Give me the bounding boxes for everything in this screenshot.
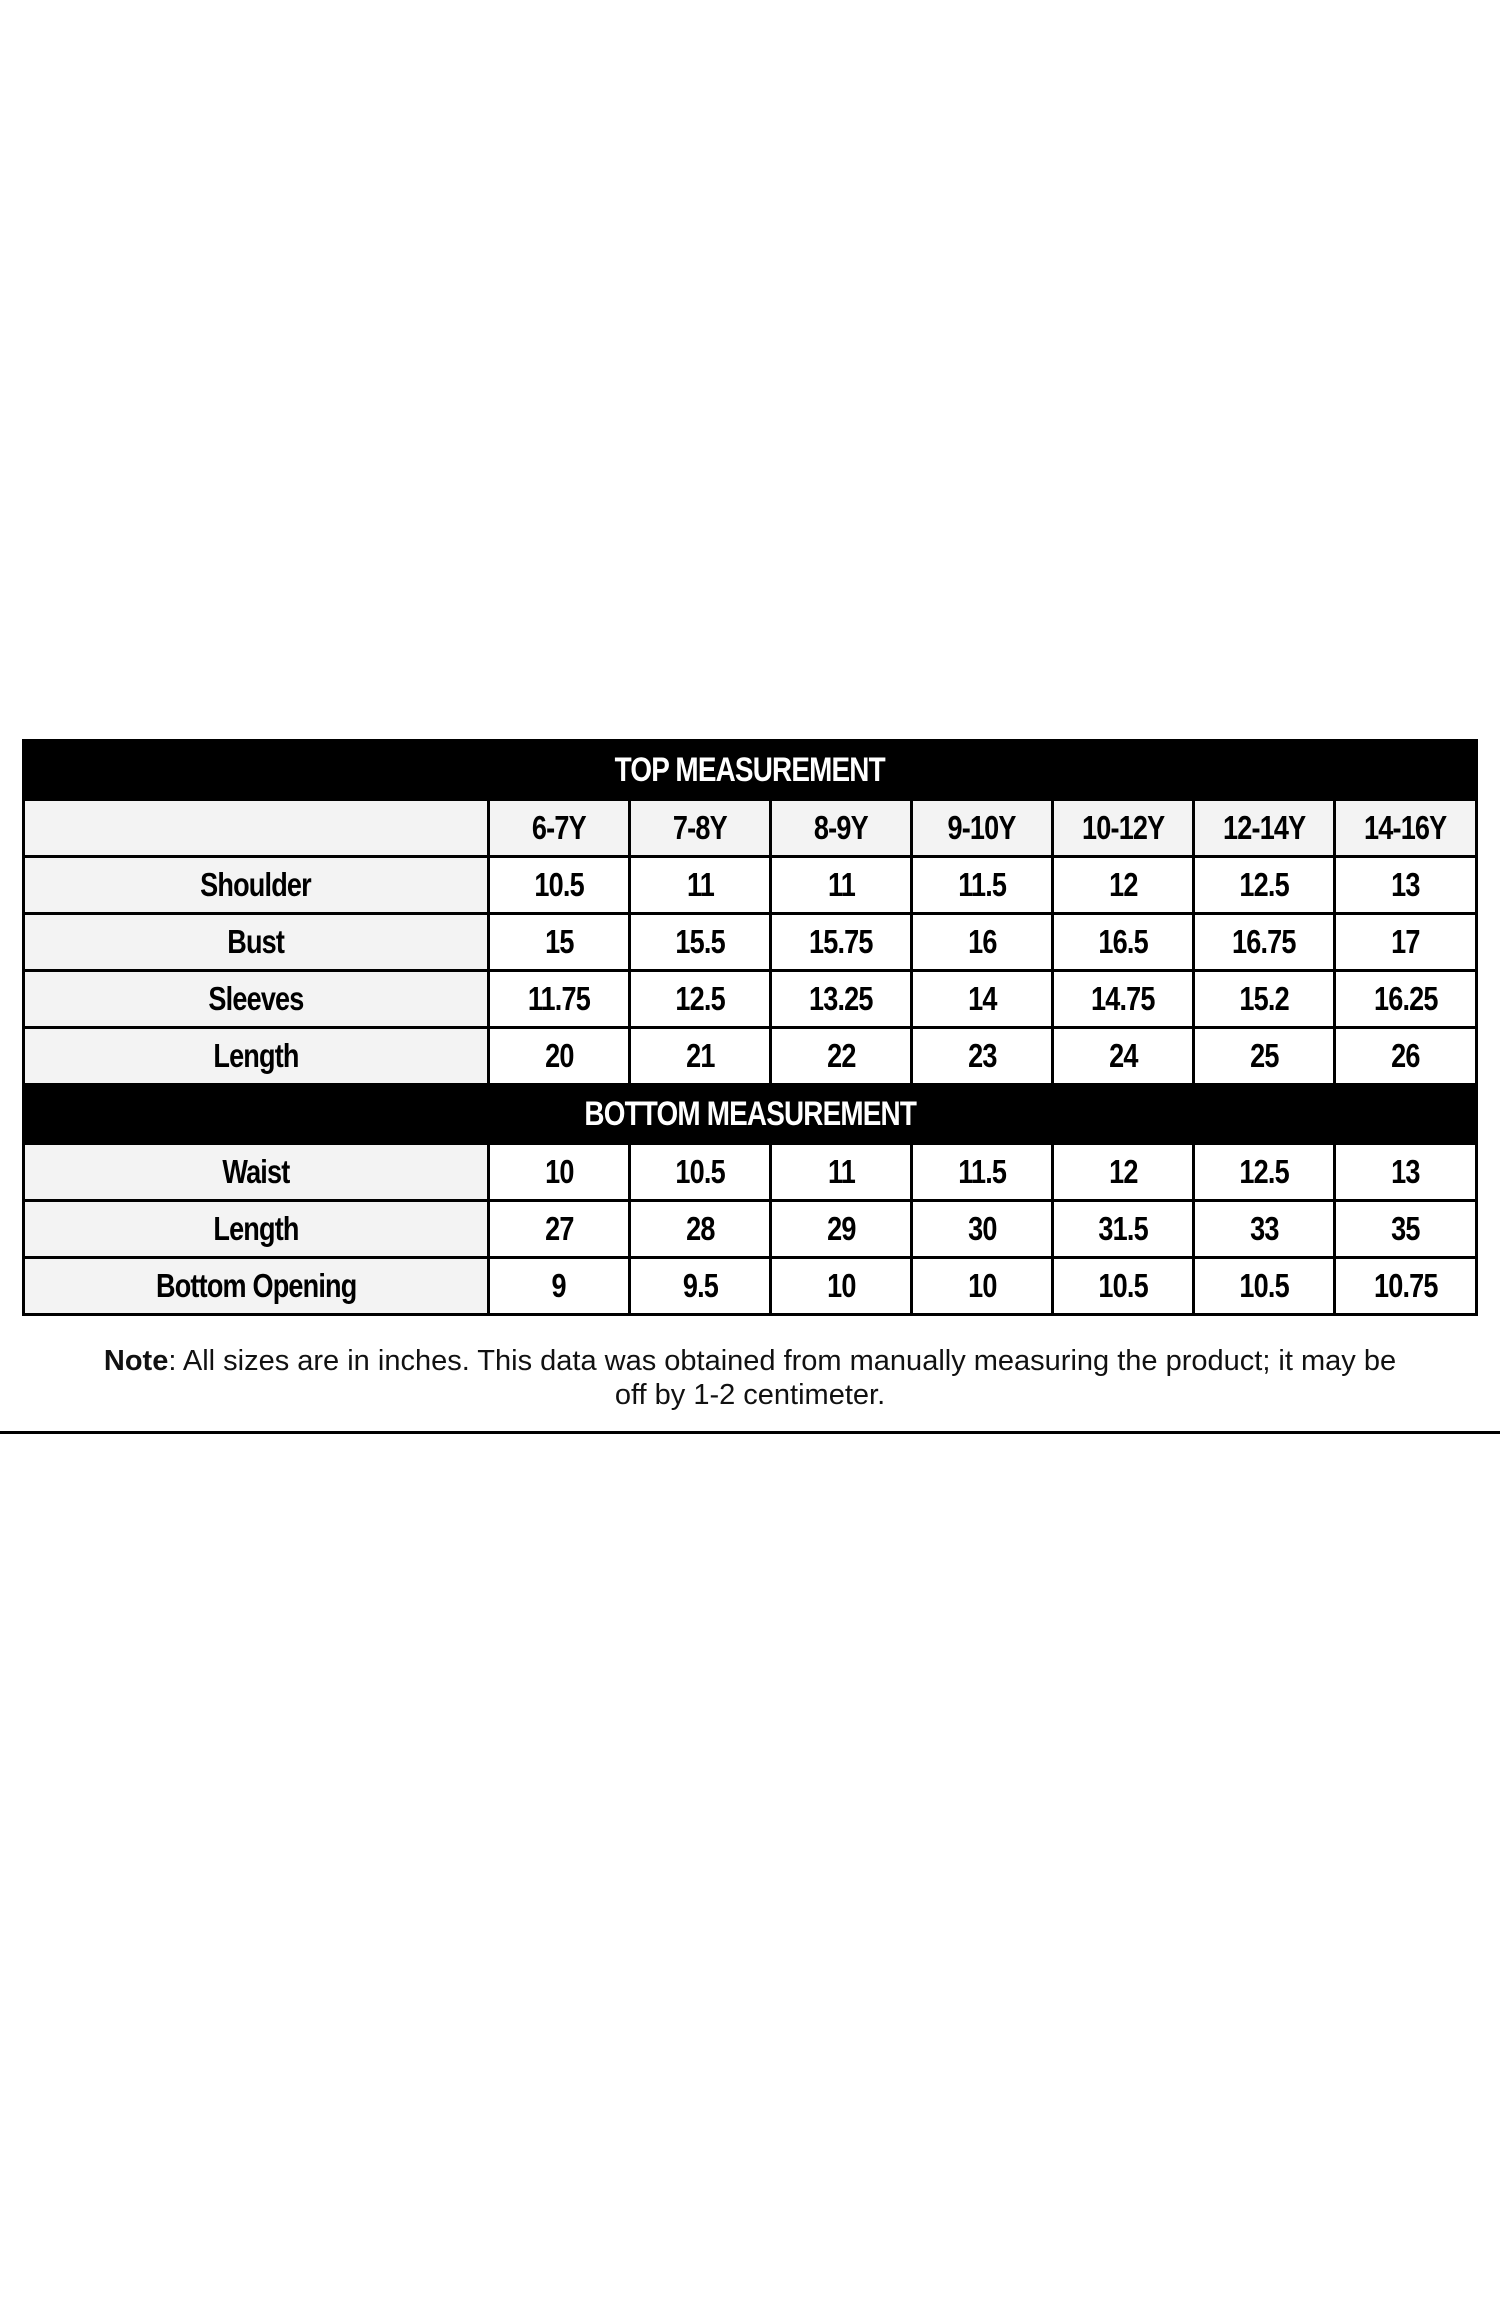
size-table-body	[24, 741, 1477, 1315]
corner-cell	[24, 800, 489, 857]
table-cell-text: 11	[827, 1153, 855, 1190]
size-header	[630, 800, 771, 857]
table-cell-text: 10.5	[1239, 1267, 1289, 1304]
table-cell	[1194, 1258, 1335, 1315]
table-cell	[489, 1258, 630, 1315]
table-cell-text: 22	[826, 1037, 856, 1074]
note	[100, 1344, 1400, 1412]
table-cell-text: 30	[967, 1210, 997, 1247]
table-cell-text: 25	[1249, 1037, 1279, 1074]
table-cell-text: 23	[967, 1037, 997, 1074]
row-label-text: Waist	[222, 1153, 290, 1190]
table-cell-text: 10.5	[534, 866, 584, 903]
table-cell	[1335, 914, 1477, 971]
size-header-row	[24, 800, 1477, 857]
table-cell	[771, 1258, 912, 1315]
row-label-text: Length	[213, 1037, 299, 1074]
table-cell	[630, 914, 771, 971]
table-cell-text: 12.5	[1239, 1153, 1289, 1190]
table-cell	[771, 1201, 912, 1258]
table-cell	[912, 1028, 1053, 1085]
table-cell-text: 16.25	[1373, 980, 1438, 1017]
table-cell-text: 11.5	[958, 1153, 1006, 1190]
table-cell	[1053, 914, 1194, 971]
row-label	[24, 1028, 489, 1085]
table-cell-text: 15.5	[675, 923, 725, 960]
table-cell-text: 14.75	[1091, 980, 1155, 1017]
size-header-text: 10-12Y	[1081, 809, 1165, 846]
table-cell-text: 12	[1108, 1153, 1138, 1190]
table-cell	[1053, 1028, 1194, 1085]
divider	[0, 1431, 1500, 1434]
table-cell-text: 16	[967, 923, 997, 960]
table-row	[24, 1028, 1477, 1085]
top-measurement-header	[24, 741, 1477, 800]
table-cell	[1335, 1028, 1477, 1085]
size-header-text: 14-16Y	[1364, 809, 1447, 846]
bottom-measurement-header	[24, 1085, 1477, 1144]
table-cell	[1053, 1144, 1194, 1201]
table-cell-text: 14	[967, 980, 997, 1017]
size-header-text: 7-8Y	[673, 809, 727, 846]
table-cell	[1335, 1201, 1477, 1258]
table-cell-text: 16.5	[1098, 923, 1148, 960]
table-row	[24, 971, 1477, 1028]
size-header-text: 8-9Y	[814, 809, 868, 846]
size-table	[22, 739, 1478, 1316]
table-cell	[1335, 971, 1477, 1028]
table-cell	[630, 1028, 771, 1085]
size-header-text: 6-7Y	[532, 809, 586, 846]
table-cell	[1335, 1258, 1477, 1315]
table-cell-text: 11	[827, 866, 855, 903]
table-cell-text: 29	[826, 1210, 856, 1247]
table-cell	[1194, 857, 1335, 914]
table-cell-text: 10	[826, 1267, 856, 1304]
note-text: : All sizes are in inches. This data was obtained from manually measuring the product; it may be off by 1-2 centimeter.	[168, 1345, 1397, 1411]
table-cell	[1335, 857, 1477, 914]
table-cell-text: 33	[1249, 1210, 1279, 1247]
table-cell-text: 15	[544, 923, 574, 960]
table-cell	[1194, 1201, 1335, 1258]
table-cell	[1335, 1144, 1477, 1201]
table-cell-text: 12.5	[1239, 866, 1289, 903]
table-cell-text: 10.75	[1373, 1267, 1438, 1304]
size-header-text: 12-14Y	[1222, 809, 1306, 846]
table-row	[24, 914, 1477, 971]
table-cell-text: 10	[967, 1267, 997, 1304]
table-cell	[771, 971, 912, 1028]
table-cell	[912, 1201, 1053, 1258]
table-cell-text: 12	[1108, 866, 1138, 903]
bottom-measurement-header-title-text: BOTTOM MEASUREMENT	[584, 1094, 916, 1133]
table-cell	[912, 857, 1053, 914]
table-cell-text: 15.75	[809, 923, 873, 960]
table-cell-text: 13	[1391, 1153, 1420, 1190]
table-cell	[489, 1201, 630, 1258]
table-cell-text: 20	[544, 1037, 574, 1074]
table-cell	[489, 857, 630, 914]
table-cell	[912, 1258, 1053, 1315]
table-cell	[912, 1144, 1053, 1201]
table-cell	[630, 857, 771, 914]
table-cell-text: 10	[544, 1153, 574, 1190]
table-cell	[1194, 971, 1335, 1028]
note-label: Note	[103, 1345, 169, 1377]
table-cell	[630, 1258, 771, 1315]
table-cell-text: 21	[685, 1037, 715, 1074]
table-cell-text: 11.75	[527, 980, 591, 1017]
table-row	[24, 1144, 1477, 1201]
table-cell-text: 10.5	[675, 1153, 725, 1190]
row-label	[24, 971, 489, 1028]
table-cell	[771, 1144, 912, 1201]
table-cell	[1053, 1201, 1194, 1258]
table-cell-text: 13	[1391, 866, 1420, 903]
table-cell	[630, 1144, 771, 1201]
bottom-measurement-header-title	[24, 1085, 1477, 1144]
table-cell-text: 28	[685, 1210, 715, 1247]
table-cell-text: 26	[1391, 1037, 1420, 1074]
table-cell-text: 11.5	[958, 866, 1006, 903]
size-header-text: 9-10Y	[947, 809, 1017, 846]
size-header	[912, 800, 1053, 857]
table-cell	[489, 914, 630, 971]
row-label	[24, 1258, 489, 1315]
table-cell	[1194, 1144, 1335, 1201]
table-cell-text: 27	[544, 1210, 574, 1247]
table-cell-text: 9	[551, 1267, 567, 1304]
top-measurement-header-title	[24, 741, 1477, 800]
table-cell-text: 10.5	[1098, 1267, 1148, 1304]
size-header	[1053, 800, 1194, 857]
table-cell	[771, 914, 912, 971]
row-label-text: Bottom Opening	[155, 1267, 357, 1304]
table-cell	[912, 914, 1053, 971]
table-cell	[630, 971, 771, 1028]
table-cell-text: 9.5	[682, 1267, 718, 1304]
size-chart	[22, 739, 1475, 1316]
row-label	[24, 1144, 489, 1201]
table-cell	[489, 1144, 630, 1201]
table-cell-text: 24	[1108, 1037, 1138, 1074]
table-row	[24, 1201, 1477, 1258]
row-label-text: Length	[213, 1210, 299, 1247]
table-cell	[489, 1028, 630, 1085]
table-cell-text: 17	[1391, 923, 1420, 960]
table-cell	[1053, 971, 1194, 1028]
table-cell-text: 13.25	[809, 980, 873, 1017]
table-cell-text: 16.75	[1232, 923, 1296, 960]
table-row	[24, 1258, 1477, 1315]
row-label-text: Sleeves	[208, 980, 304, 1017]
size-header	[771, 800, 912, 857]
size-header	[1335, 800, 1477, 857]
table-cell	[630, 1201, 771, 1258]
table-cell	[489, 971, 630, 1028]
table-cell-text: 12.5	[675, 980, 725, 1017]
table-cell	[1194, 1028, 1335, 1085]
table-cell	[1053, 1258, 1194, 1315]
table-cell	[1194, 914, 1335, 971]
table-cell-text: 11	[686, 866, 714, 903]
table-cell	[771, 857, 912, 914]
table-row	[24, 857, 1477, 914]
row-label	[24, 914, 489, 971]
row-label-text: Bust	[227, 923, 285, 960]
top-measurement-header-title-text: TOP MEASUREMENT	[614, 750, 886, 789]
table-cell-text: 31.5	[1098, 1210, 1148, 1247]
size-header	[1194, 800, 1335, 857]
table-cell	[912, 971, 1053, 1028]
size-header	[489, 800, 630, 857]
table-cell	[771, 1028, 912, 1085]
row-label	[24, 857, 489, 914]
table-cell	[1053, 857, 1194, 914]
table-cell-text: 35	[1391, 1210, 1420, 1247]
row-label-text: Shoulder	[200, 866, 312, 903]
table-cell-text: 15.2	[1239, 980, 1289, 1017]
row-label	[24, 1201, 489, 1258]
